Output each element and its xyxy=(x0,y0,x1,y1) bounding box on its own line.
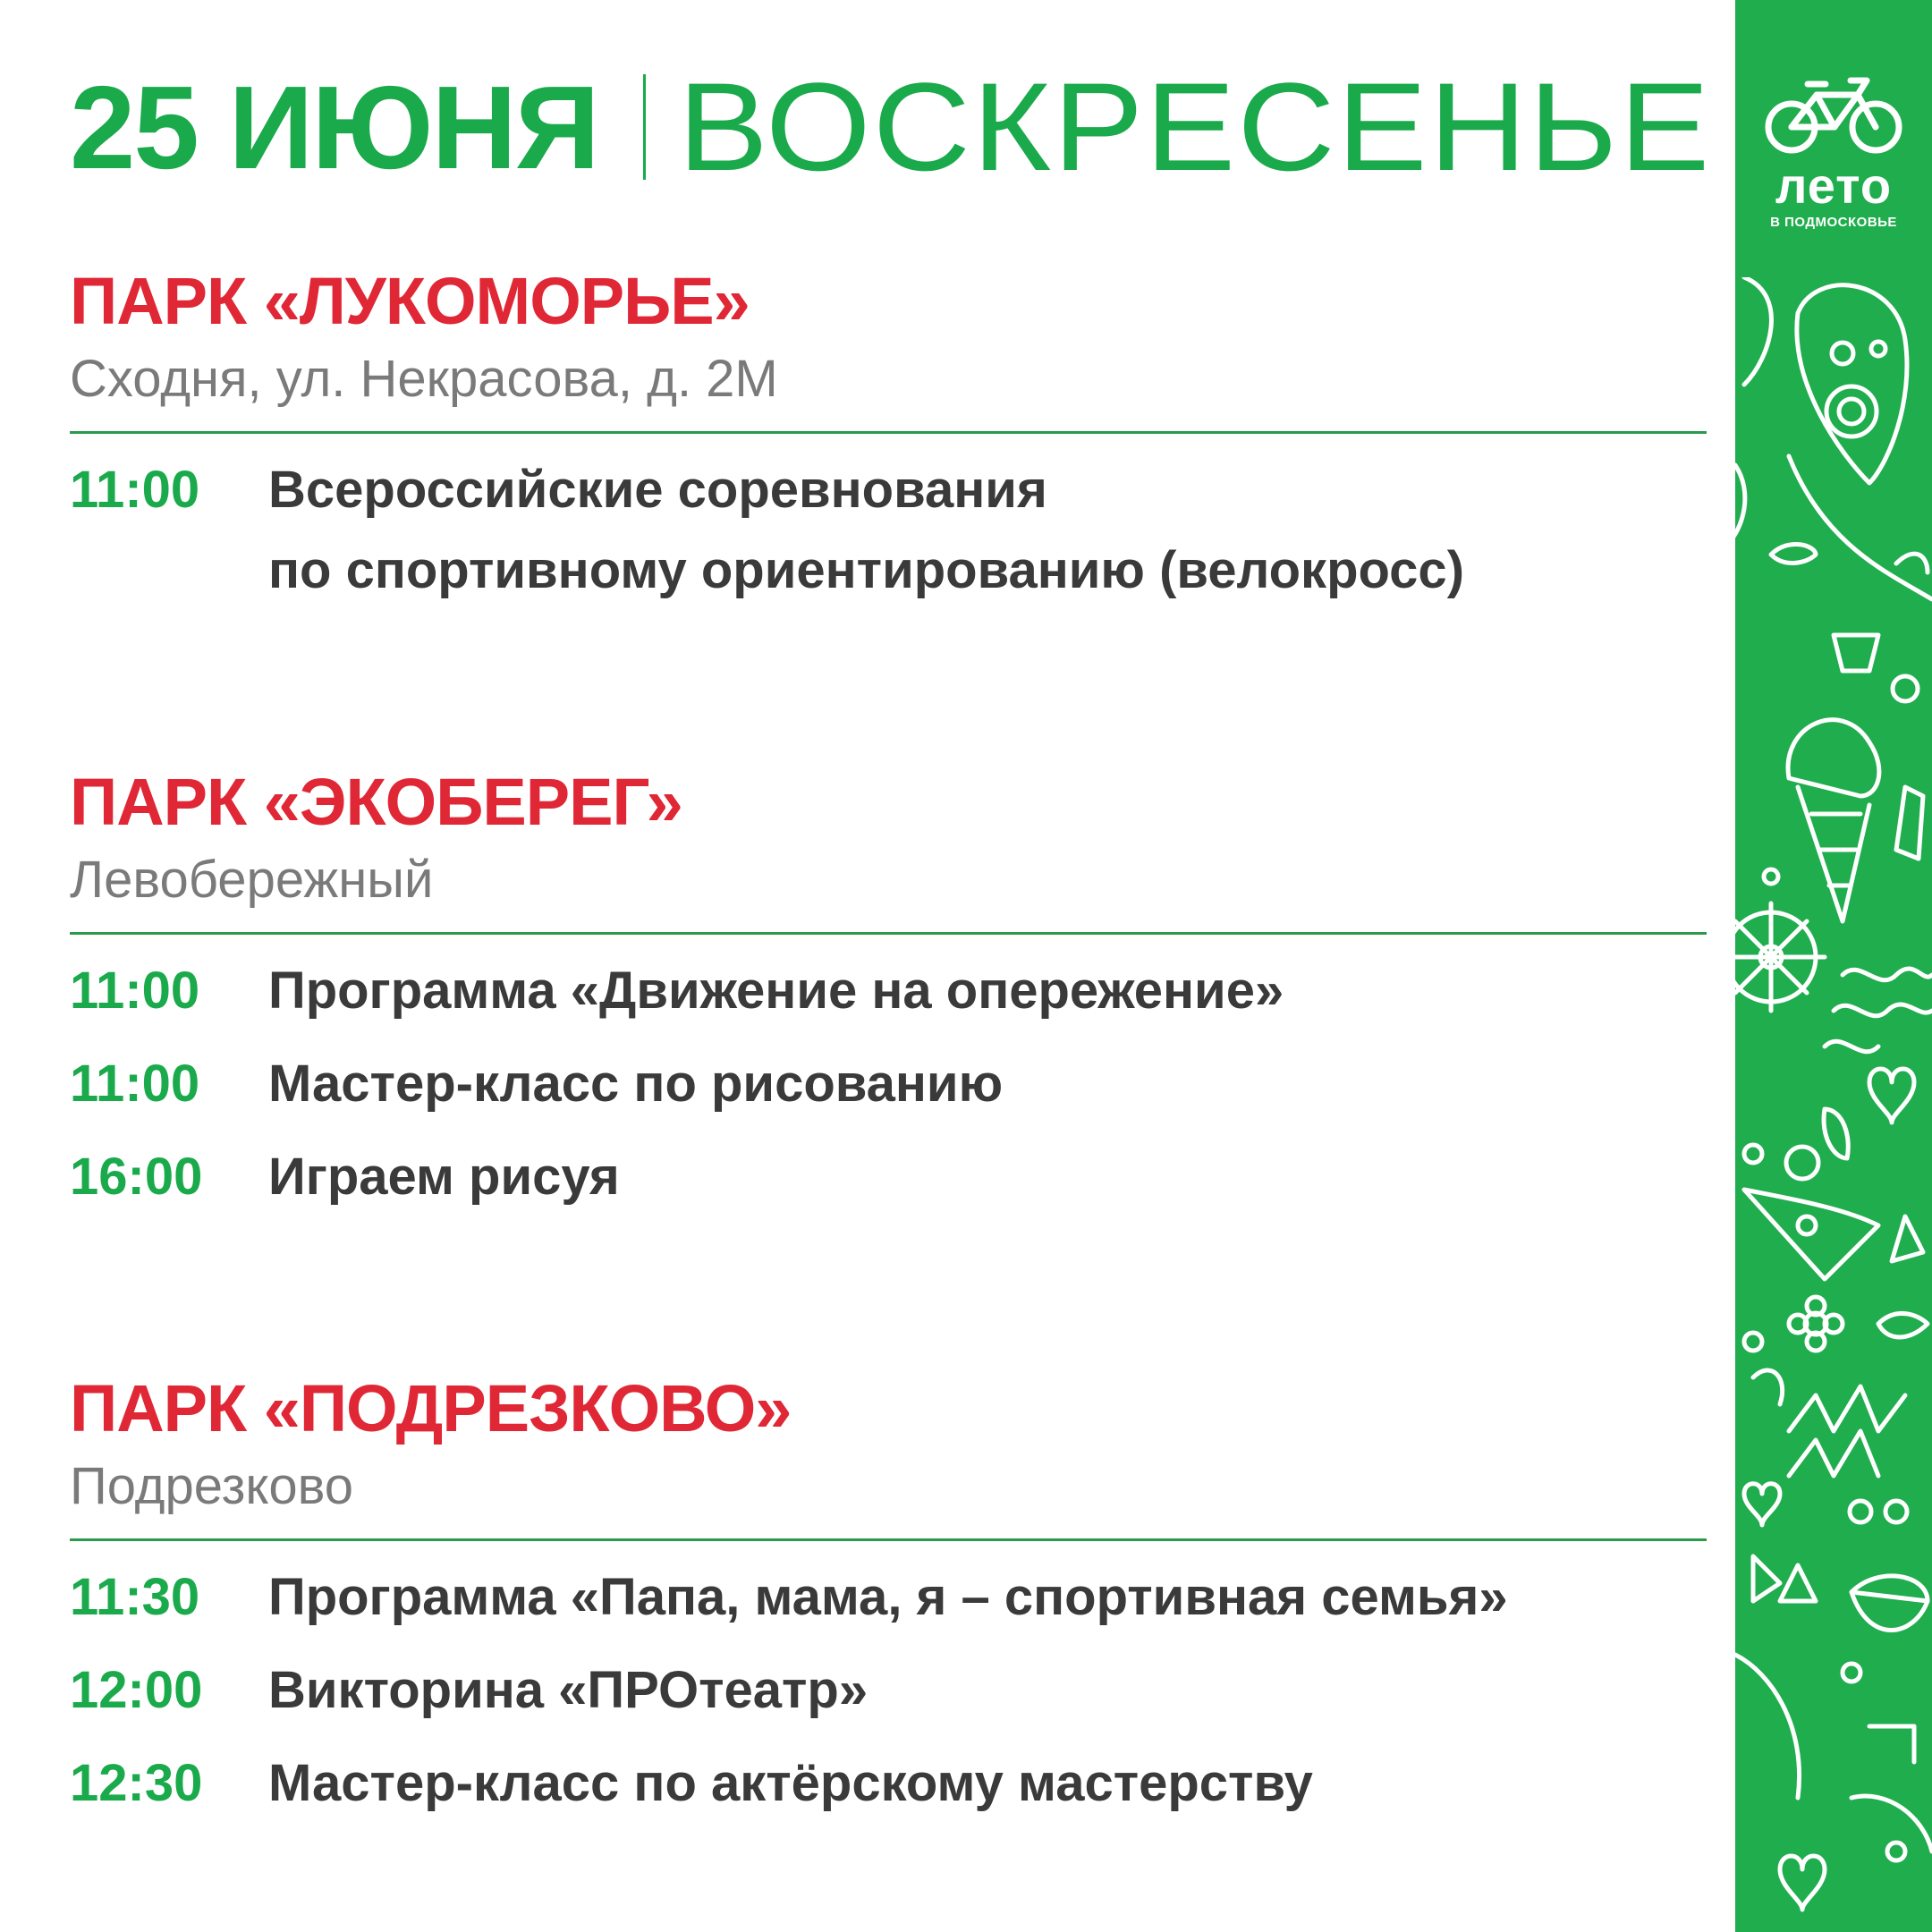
event-title: Мастер-класс по рисованию xyxy=(268,1055,1004,1113)
park-section-lukomorye xyxy=(70,261,1707,623)
park-name: ПАРК «ЛУКОМОРЬЕ» xyxy=(70,264,750,338)
event-row xyxy=(70,1137,1707,1217)
event-row xyxy=(70,450,1707,611)
date-title: 25 ИЮНЯ xyxy=(70,61,598,193)
event-row xyxy=(70,1557,1707,1638)
park-section-podrezkovo xyxy=(70,1368,1707,1836)
event-time: 11:30 xyxy=(70,1568,200,1626)
event-row xyxy=(70,1044,1707,1124)
event-title: Викторина «ПРОтеатр» xyxy=(268,1661,869,1719)
section-divider xyxy=(70,431,1707,434)
page-header xyxy=(70,56,1712,197)
logo-title: лето xyxy=(1775,157,1893,214)
event-list xyxy=(70,1557,1707,1824)
event-time: 11:00 xyxy=(70,962,200,1020)
section-divider xyxy=(70,1538,1707,1541)
park-address: Левобережный xyxy=(70,851,434,909)
bicycle-icon xyxy=(1758,75,1910,156)
event-list xyxy=(70,450,1707,611)
decorative-side-band xyxy=(1735,0,1932,1932)
event-row xyxy=(70,951,1707,1031)
event-list xyxy=(70,951,1707,1217)
event-row xyxy=(70,1650,1707,1731)
event-title: Играем рисуя xyxy=(268,1148,620,1206)
park-name: ПАРК «ЭКОБЕРЕГ» xyxy=(70,765,682,839)
park-address: Подрезково xyxy=(70,1457,354,1515)
event-time: 11:00 xyxy=(70,1055,200,1113)
summer-doodle-pattern xyxy=(1735,277,1932,1932)
header-divider xyxy=(643,74,646,180)
event-title: Программа «Движение на опережение» xyxy=(268,962,1284,1020)
event-time: 12:00 xyxy=(70,1661,203,1719)
section-divider xyxy=(70,932,1707,935)
event-title: Мастер-класс по актёрскому мастерству xyxy=(268,1754,1313,1812)
event-title: Программа «Папа, мама, я – спортивная семья» xyxy=(268,1568,1508,1626)
event-row xyxy=(70,1743,1707,1824)
park-name: ПАРК «ПОДРЕЗКОВО» xyxy=(70,1371,792,1445)
event-time: 16:00 xyxy=(70,1148,203,1206)
park-address: Сходня, ул. Некрасова, д. 2М xyxy=(70,350,778,408)
event-time: 11:00 xyxy=(70,461,200,519)
weekday-title: ВОСКРЕСЕНЬЕ xyxy=(677,56,1712,197)
park-section-ekobereg xyxy=(70,762,1707,1230)
event-title: Всероссийские соревнования по спортивному ориентированию (велокросс) xyxy=(268,461,1465,599)
summer-logo xyxy=(1735,75,1932,230)
logo-subtitle: В ПОДМОСКОВЬЕ xyxy=(1770,215,1897,230)
event-time: 12:30 xyxy=(70,1754,203,1812)
